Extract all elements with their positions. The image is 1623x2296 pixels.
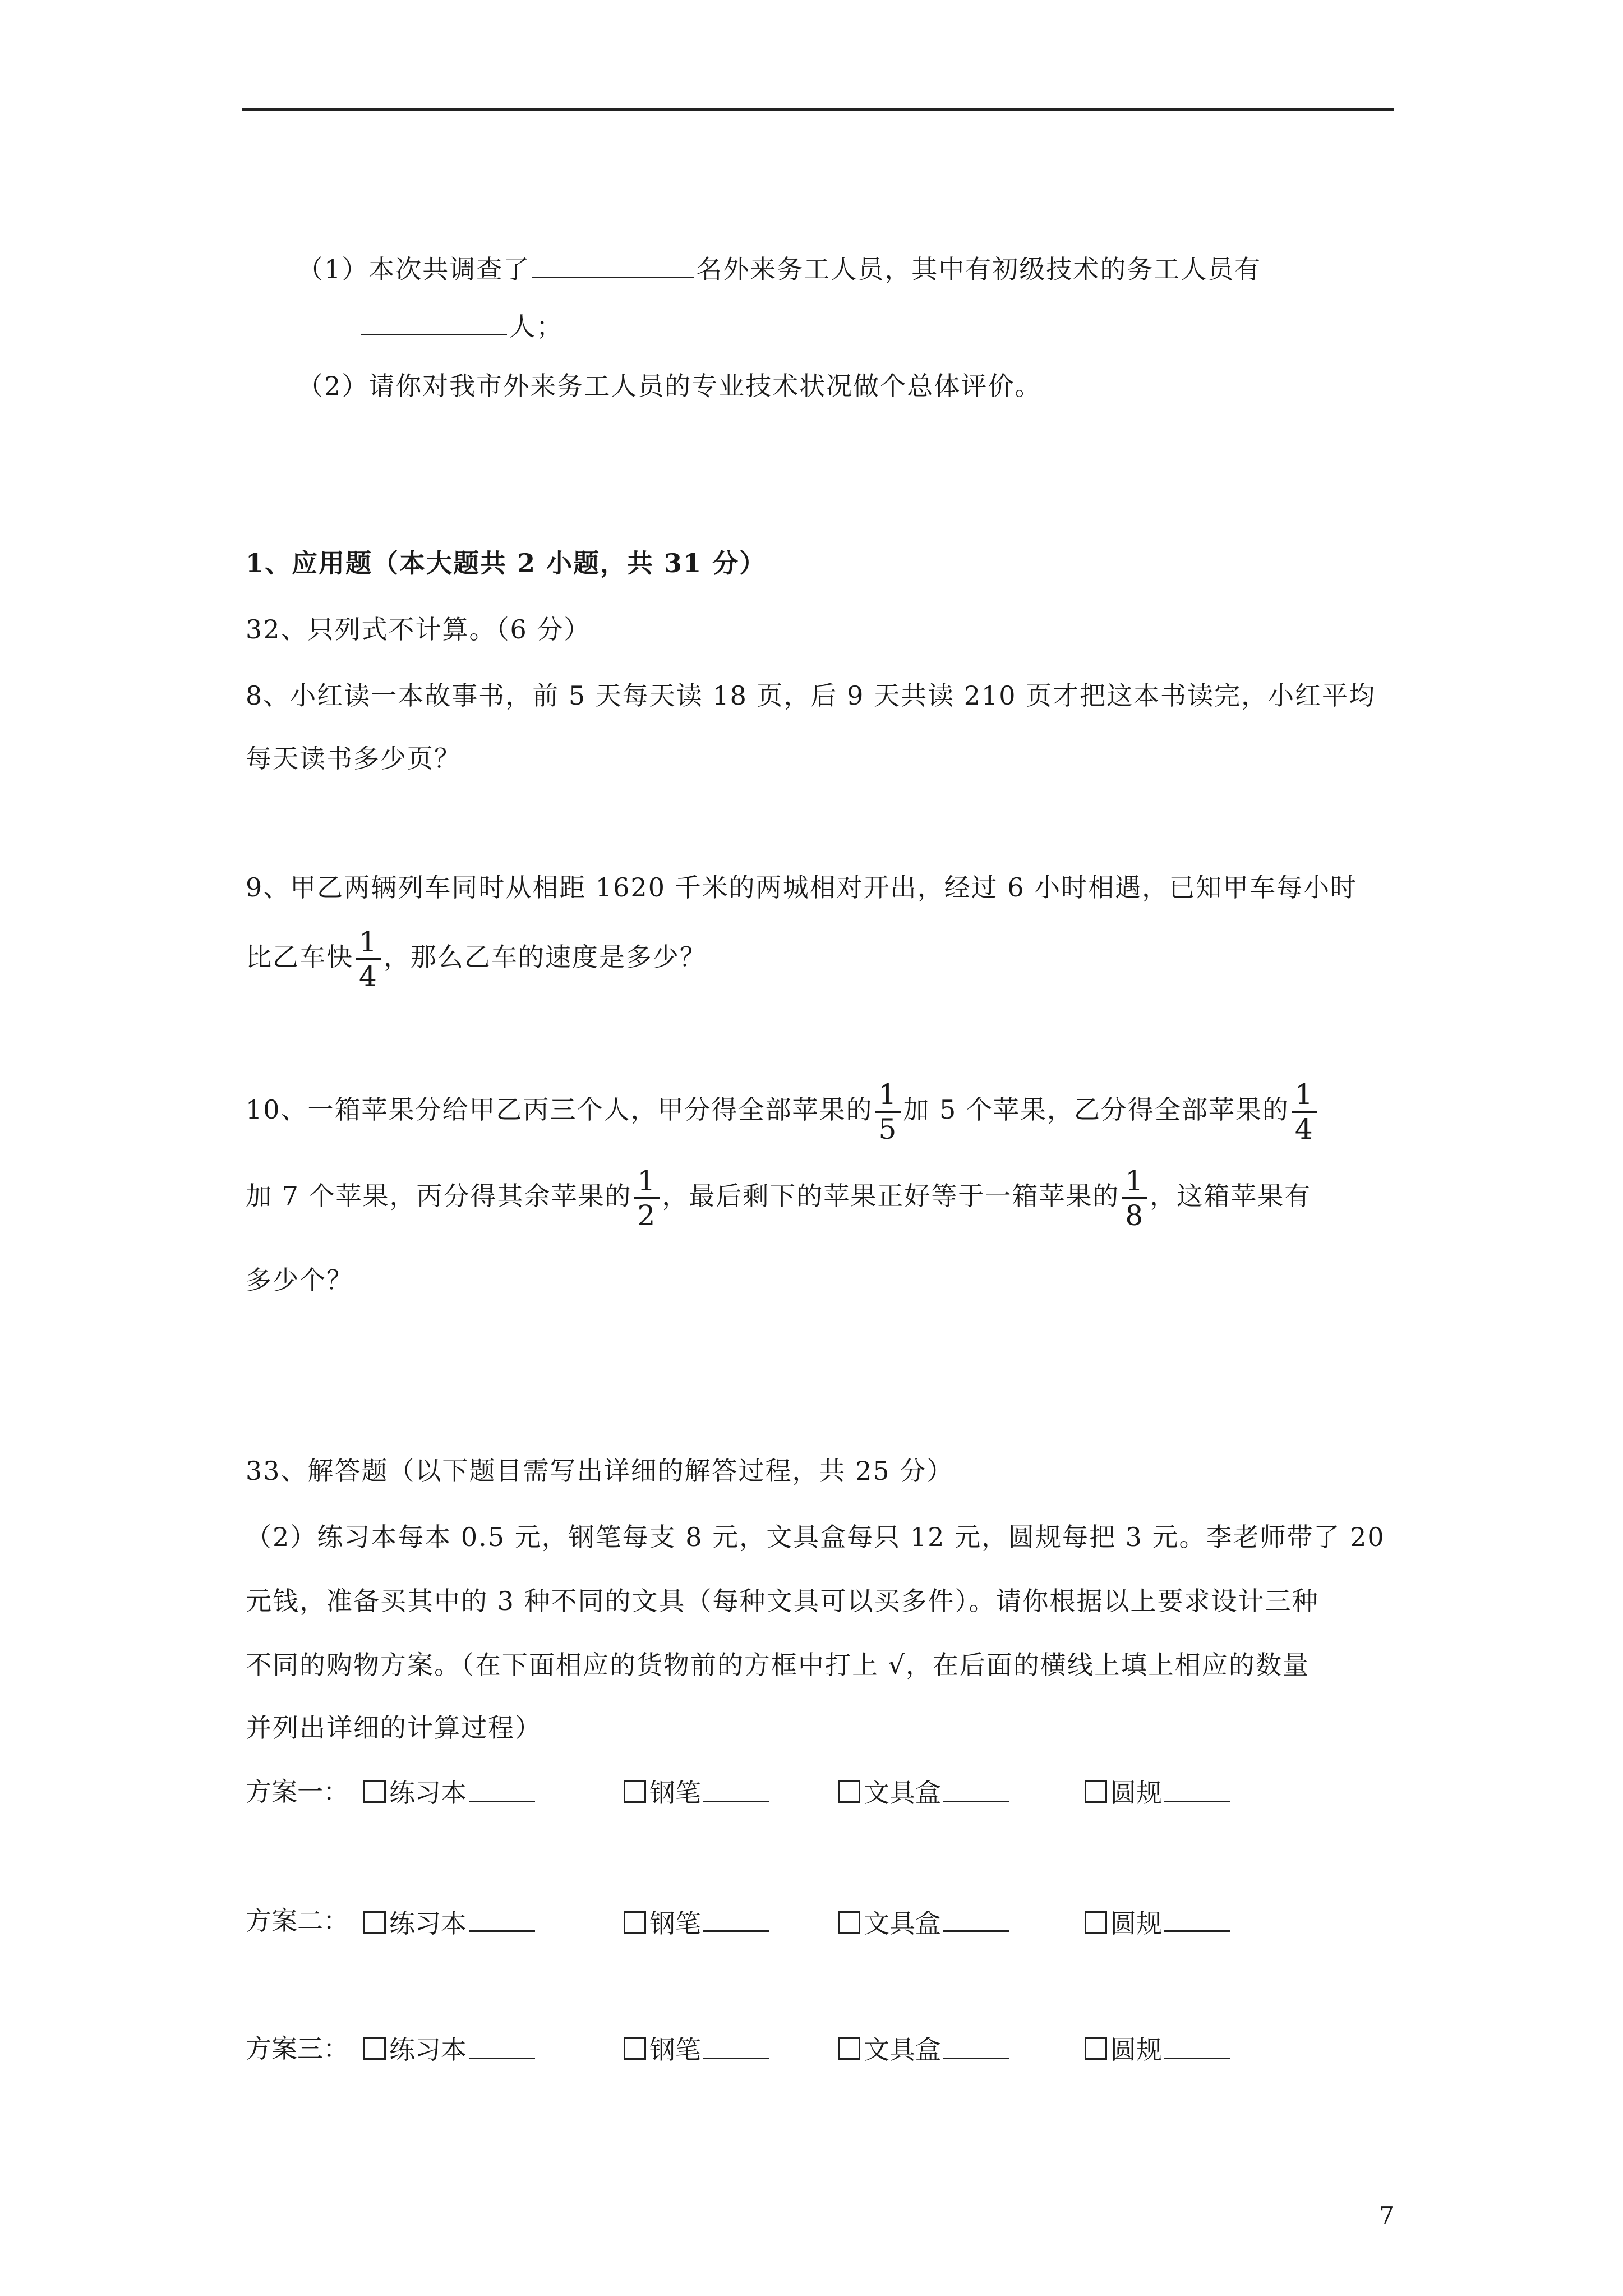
quantity-blank[interactable] — [703, 1904, 769, 1932]
option-label: 圆规 — [1110, 1908, 1162, 1939]
checkbox[interactable] — [624, 1780, 646, 1803]
fraction-one-quarter — [1292, 1078, 1317, 1145]
q33-heading: 33、解答题（以下题目需写出详细的解答过程，共 25 分） — [246, 1456, 954, 1486]
fraction-denominator: 8 — [1125, 1199, 1145, 1232]
q33-line2: 元钱，准备买其中的 3 种不同的文具（每种文具可以买多件）。请你根据以上要求设计三种 — [246, 1586, 1319, 1616]
section-heading: 1、应用题（本大题共 2 小题，共 31 分） — [246, 548, 767, 578]
q8-line1: 8、小红读一本故事书，前 5 天每天读 18 页，后 9 天共读 210 页才把这本书读完，小红平均 — [246, 680, 1376, 711]
q1-part1-text-c: 人； — [509, 311, 563, 342]
quantity-blank[interactable] — [1164, 1904, 1230, 1932]
plan-label: 方案三： — [246, 2033, 349, 2064]
quantity-blank[interactable] — [943, 2032, 1009, 2059]
plan-option-notebook — [363, 1775, 535, 1810]
quantity-blank[interactable] — [469, 1775, 535, 1802]
option-label: 钢笔 — [649, 1778, 701, 1808]
q1-part1-text-b: 名外来务工人员，其中有初级技术的务工人员有 — [696, 254, 1262, 284]
plan-option-notebook — [363, 2032, 535, 2067]
checkbox[interactable] — [1085, 1780, 1107, 1803]
plan-option-pencil-case — [838, 2032, 1009, 2067]
fraction-denominator: 4 — [1294, 1113, 1314, 1145]
plan-option-pencil-case — [838, 1775, 1009, 1810]
quantity-blank[interactable] — [703, 1775, 769, 1802]
page-number: 7 — [1379, 2202, 1394, 2229]
checkbox[interactable] — [624, 2037, 646, 2060]
checkbox[interactable] — [838, 1780, 860, 1803]
q10-line1 — [246, 1078, 1320, 1145]
q10-text-b: 加 5 个苹果，乙分得全部苹果的 — [903, 1094, 1289, 1125]
fraction-numerator: 1 — [875, 1078, 901, 1113]
fraction-denominator: 5 — [878, 1113, 898, 1145]
option-label: 文具盒 — [864, 2035, 941, 2065]
option-label: 钢笔 — [649, 2035, 701, 2065]
fraction-numerator: 1 — [634, 1165, 660, 1199]
q9-line1: 9、甲乙两辆列车同时从相距 1620 千米的两城相对开出，经过 6 小时相遇，已知甲车每小时 — [246, 872, 1358, 903]
fraction-numerator: 1 — [1122, 1165, 1147, 1199]
checkbox[interactable] — [1085, 2037, 1107, 2060]
plan-option-pencil-case — [838, 1904, 1009, 1940]
q9-text-post: ，那么乙车的速度是多少？ — [383, 942, 707, 972]
fraction-numerator: 1 — [1292, 1078, 1317, 1113]
q9-text-pre: 比乙车快 — [246, 942, 353, 972]
option-label: 练习本 — [389, 1778, 467, 1808]
q10-line2 — [246, 1165, 1311, 1232]
plan-option-notebook — [363, 1904, 535, 1940]
checkbox[interactable] — [1085, 1911, 1107, 1934]
option-label: 文具盒 — [864, 1908, 941, 1939]
q10-text-a: 10、一箱苹果分给甲乙丙三个人，甲分得全部苹果的 — [246, 1094, 873, 1125]
q10-text-e: ，这箱苹果有 — [1150, 1181, 1312, 1211]
q1-part1-line2 — [359, 309, 563, 343]
option-label: 圆规 — [1110, 2035, 1162, 2065]
option-label: 练习本 — [389, 2035, 467, 2065]
checkbox[interactable] — [363, 1780, 386, 1803]
checkbox[interactable] — [363, 2037, 386, 2060]
plan-option-pen — [624, 1904, 769, 1940]
q9-line2 — [246, 926, 707, 993]
quantity-blank[interactable] — [703, 2032, 769, 2059]
q33-line1: （2）练习本每本 0.5 元，钢笔每支 8 元，文具盒每只 12 元，圆规每把 3 元。李老师带了 20 — [246, 1522, 1385, 1552]
plan-option-compass — [1085, 2032, 1230, 2067]
header-rule — [242, 108, 1394, 111]
quantity-blank[interactable] — [943, 1904, 1009, 1932]
q1-part1-line1 — [297, 251, 1261, 286]
quantity-blank[interactable] — [1164, 1775, 1230, 1802]
q8-line2: 每天读书多少页？ — [246, 743, 461, 774]
quantity-blank[interactable] — [943, 1775, 1009, 1802]
q10-text-d: ，最后剩下的苹果正好等于一箱苹果的 — [662, 1181, 1120, 1211]
option-label: 圆规 — [1110, 1778, 1162, 1808]
q10-text-c: 加 7 个苹果，丙分得其余苹果的 — [246, 1181, 632, 1211]
plan-option-pen — [624, 1775, 769, 1810]
fraction-denominator: 4 — [359, 960, 378, 993]
option-label: 钢笔 — [649, 1908, 701, 1939]
plan-label: 方案一： — [246, 1777, 349, 1807]
fraction-one-quarter — [356, 926, 381, 993]
q10-line3: 多少个？ — [246, 1265, 353, 1295]
fraction-one-eighth — [1122, 1165, 1147, 1232]
checkbox[interactable] — [838, 2037, 860, 2060]
q32-heading: 32、只列式不计算。（6 分） — [246, 614, 591, 645]
answer-blank[interactable] — [532, 251, 694, 278]
quantity-blank[interactable] — [469, 2032, 535, 2059]
answer-blank[interactable] — [361, 309, 507, 335]
plan-option-compass — [1085, 1775, 1230, 1810]
q33-line4: 并列出详细的计算过程） — [246, 1713, 542, 1743]
plan-option-compass — [1085, 1904, 1230, 1940]
checkbox[interactable] — [838, 1911, 860, 1934]
plan-option-pen — [624, 2032, 769, 2067]
fraction-one-half — [634, 1165, 660, 1232]
q1-part1-text-a: （1）本次共调查了 — [297, 254, 531, 284]
fraction-one-fifth — [875, 1078, 901, 1145]
fraction-numerator: 1 — [356, 926, 381, 960]
q1-part2: （2）请你对我市外来务工人员的专业技术状况做个总体评价。 — [297, 371, 1042, 401]
option-label: 练习本 — [389, 1908, 467, 1939]
option-label: 文具盒 — [864, 1778, 941, 1808]
plan-label: 方案二： — [246, 1906, 349, 1936]
checkbox[interactable] — [363, 1911, 386, 1934]
fraction-denominator: 2 — [637, 1199, 657, 1232]
quantity-blank[interactable] — [1164, 2032, 1230, 2059]
checkbox[interactable] — [624, 1911, 646, 1934]
q33-line3: 不同的购物方案。（在下面相应的货物前的方框中打上 √，在后面的横线上填上相应的数量 — [246, 1650, 1310, 1680]
quantity-blank[interactable] — [469, 1904, 535, 1932]
